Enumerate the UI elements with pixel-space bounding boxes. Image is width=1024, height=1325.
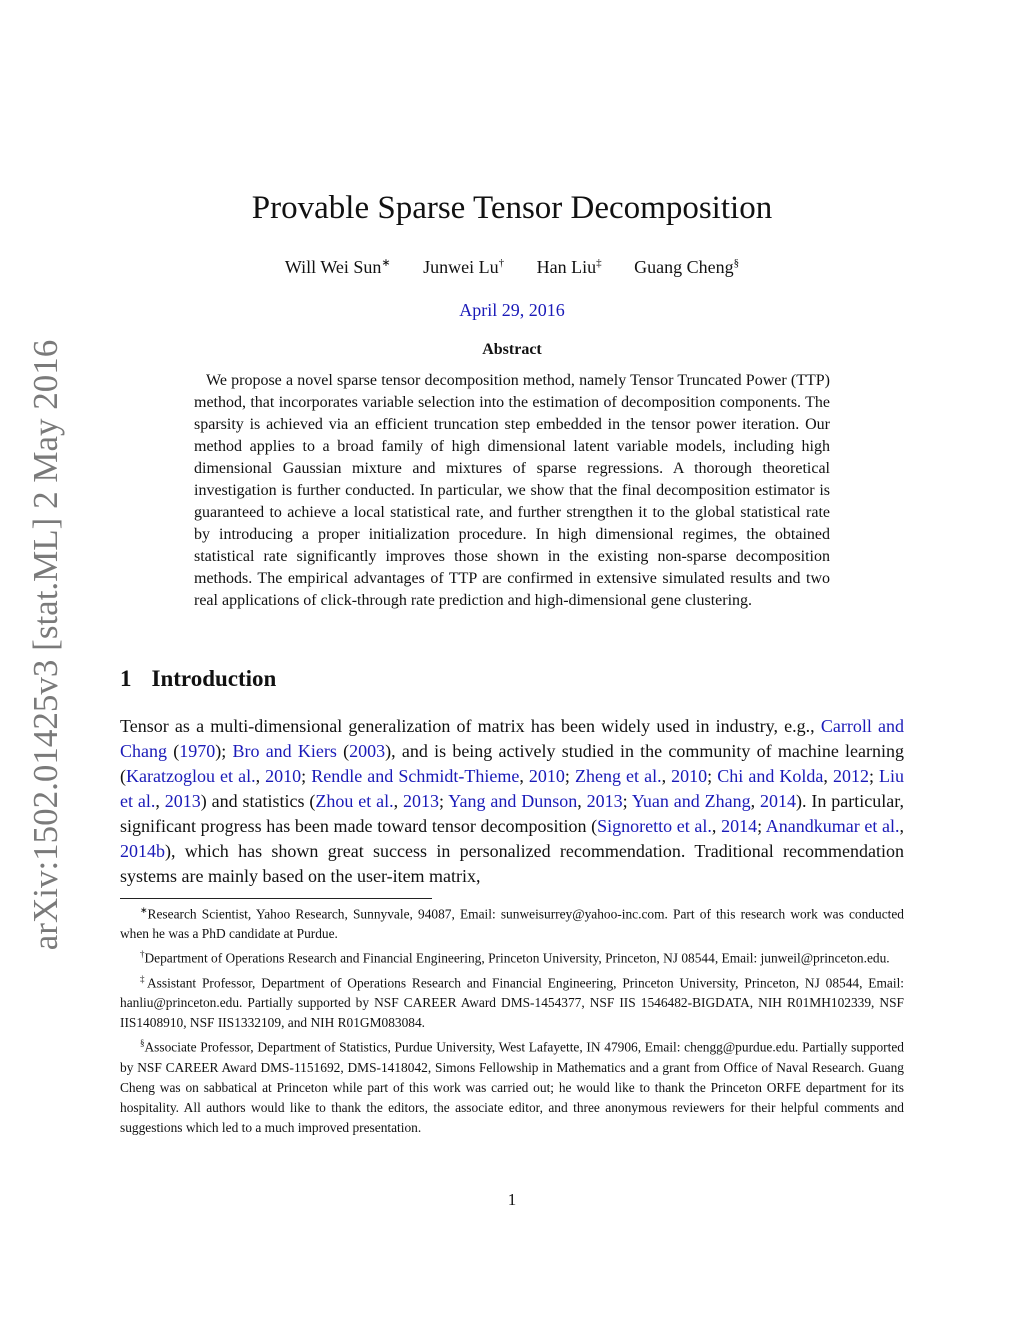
footnote bbox=[120, 944, 904, 968]
citation-year-link[interactable]: 2013 bbox=[586, 791, 623, 811]
author-mark[interactable]: † bbox=[498, 257, 505, 269]
author-name: Han Liu bbox=[536, 257, 597, 277]
citation-link[interactable]: Bro and Kiers bbox=[232, 741, 337, 761]
citation-year-link[interactable]: 2003 bbox=[349, 741, 386, 761]
footnote-mark: † bbox=[140, 949, 145, 960]
citation-year-link[interactable]: 2010 bbox=[265, 766, 302, 786]
citation-year-link[interactable]: 2014 bbox=[721, 816, 758, 836]
citation-link[interactable]: Carroll and Chang bbox=[120, 716, 904, 761]
intro-text: Tensor as a multi-dimensional generalization of matrix has been widely used in industry, e.g., bbox=[120, 716, 821, 736]
footnote-text: Research Scientist, Yahoo Research, Sunnyvale, 94087, Email: sunweisurrey@yahoo-inc.com. Part of this research work was conducted when he was a PhD candidate at Purdue. bbox=[120, 906, 904, 942]
abstract-heading: Abstract bbox=[482, 341, 542, 358]
intro-text: ). In particular, significant progress has been made toward tensor decomposition ( bbox=[120, 791, 905, 836]
intro-text: ), and is being actively studied in the community of machine learning ( bbox=[120, 741, 905, 786]
author-mark[interactable]: ‡ bbox=[596, 257, 602, 269]
section-heading bbox=[120, 666, 276, 692]
footnote-text: Assistant Professor, Department of Operations Research and Financial Engineering, Princeton University, Princeton, NJ 08544, Email: hanliu@princeton.edu. Partially supported by NSF CAREER Award DMS-1454377, NSF IIS 1546482-BIGDATA, NIH R01MH102339, NSF IIS1408910, NSF IIS1332109, and NIH R01GM083084. bbox=[120, 975, 905, 1031]
footnote-rule bbox=[120, 898, 432, 899]
footnote-mark: ‡ bbox=[140, 973, 148, 984]
citation-link[interactable]: Rendle and Schmidt-Thieme bbox=[311, 766, 520, 786]
paper-title: Provable Sparse Tensor Decomposition bbox=[251, 190, 773, 226]
author-2 bbox=[423, 257, 504, 277]
arxiv-sidebar bbox=[16, 339, 76, 951]
citation-link[interactable]: Zheng et al. bbox=[574, 766, 662, 786]
arxiv-identifier: arXiv:1502.01425v3 [stat.ML] 2 May 2016 bbox=[26, 339, 65, 951]
citation-year-link[interactable]: 2010 bbox=[671, 766, 708, 786]
intro-paragraph: Tensor as a multi-dimensional generalization of matrix has been widely used in industry, e.g., Carroll and Chang (1970); Bro and Kiers (2003), and is being actively studied in the community of machine learning (Karatzoglou et al., 2010; Rendle and Schmidt-Thieme, 2010; Zheng et al., 2010; Chi and Kolda, 2012; Liu et al., 2013) and statistics (Zhou et al., 2013; Yang and Dunson, 2013; Yuan and Zhang, 2014). In particular, significant progress has been made toward tensor decomposition (Signoretto et al., 2014; Anandkumar et al., 2014b), which has shown great success in personalized recommendation. Traditional recommendation systems are mainly based on the user-item matrix, bbox=[120, 716, 905, 886]
section-title: Introduction bbox=[151, 666, 277, 691]
abstract-text: We propose a novel sparse tensor decomposition method, namely Tensor Truncated Power (TTP) method, that incorporates variable selection into the estimation of decomposition components. The sparsity is achieved via an efficient truncation step embedded in the tensor power iteration. Our method applies to a broad family of high dimensional latent variable models, including high dimensional Gaussian mixture and mixtures of sparse regressions. A thorough theoretical investigation is further conducted. In particular, we show that the final decomposition estimator is guaranteed to achieve a local statistical rate, and further strengthen it to the global statistical rate by introducing a proper initialization procedure. In high dimensional regimes, the obtained statistical rate significantly improves those shown in the existing non-sparse decomposition methods. The empirical advantages of TTP are confirmed in extensive simulated results and two real applications of click-through rate prediction and high-dimensional gene clustering. bbox=[194, 372, 830, 609]
citation-year-link[interactable]: 2014 bbox=[760, 791, 797, 811]
author-4 bbox=[634, 257, 739, 277]
page-number: 1 bbox=[507, 1190, 517, 1209]
author-name: Will Wei Sun bbox=[284, 257, 382, 277]
author-name: Junwei Lu bbox=[423, 257, 499, 277]
citation-year-link[interactable]: 2010 bbox=[528, 766, 565, 786]
citation-year-link[interactable]: 2014b bbox=[120, 841, 165, 861]
author-name: Guang Cheng bbox=[634, 257, 734, 277]
citation-year-link[interactable]: 2013 bbox=[403, 791, 440, 811]
citation-link[interactable]: Signoretto et al. bbox=[597, 816, 712, 836]
citation-link[interactable]: Yang and Dunson bbox=[448, 791, 578, 811]
footnote bbox=[120, 1033, 904, 1137]
footnote bbox=[120, 969, 904, 1033]
author-list bbox=[0, 256, 1024, 278]
citation-year-link[interactable]: 1970 bbox=[179, 741, 216, 761]
intro-text: ), which has shown great success in personalized recommendation. Traditional recommendation systems are mainly based on the user-item matrix, bbox=[120, 841, 904, 886]
citation-link[interactable]: Chi and Kolda bbox=[717, 766, 824, 786]
citation-link[interactable]: Zhou et al. bbox=[315, 791, 394, 811]
intro-text: ) and statistics ( bbox=[200, 791, 316, 811]
paper-date[interactable]: April 29, 2016 bbox=[459, 300, 565, 320]
citation-link[interactable]: Liu et al. bbox=[120, 766, 905, 811]
citation-year-link[interactable]: 2012 bbox=[832, 766, 869, 786]
author-mark[interactable]: ∗ bbox=[381, 257, 391, 269]
footnote-mark: § bbox=[140, 1038, 145, 1049]
footnote-text: Department of Operations Research and Financial Engineering, Princeton University, Princeton, NJ 08544, Email: junweil@princeton.edu. bbox=[144, 950, 890, 966]
citation-link[interactable]: Anandkumar et al. bbox=[765, 816, 900, 836]
footnotes bbox=[120, 900, 904, 1138]
footnote-text: Associate Professor, Department of Statistics, Purdue University, West Lafayette, IN 47906, Email: chengg@purdue.edu. Partially supported by NSF CAREER Award DMS-1151692, DMS-1418042, Simons Fellowship in Mathematics and a grant from Office of Naval Research. Guang Cheng was on sabbatical at Princeton while part of this work was carried out; he would like to thank the Princeton ORFE department for its hospitality. All authors would like to thank the editors, the associate editor, and three anonymous reviewers for their helpful comments and suggestions which led to a much improved presentation. bbox=[120, 1039, 904, 1135]
citation-link[interactable]: Yuan and Zhang bbox=[631, 791, 751, 811]
footnote bbox=[120, 900, 904, 944]
author-mark[interactable]: § bbox=[733, 257, 740, 269]
author-3 bbox=[537, 257, 602, 277]
section-number: 1 bbox=[120, 666, 132, 691]
citation-year-link[interactable]: 2013 bbox=[164, 791, 201, 811]
citation-link[interactable]: Karatzoglou et al. bbox=[126, 766, 256, 786]
author-1 bbox=[285, 257, 391, 277]
footnote-mark: ∗ bbox=[140, 905, 148, 915]
